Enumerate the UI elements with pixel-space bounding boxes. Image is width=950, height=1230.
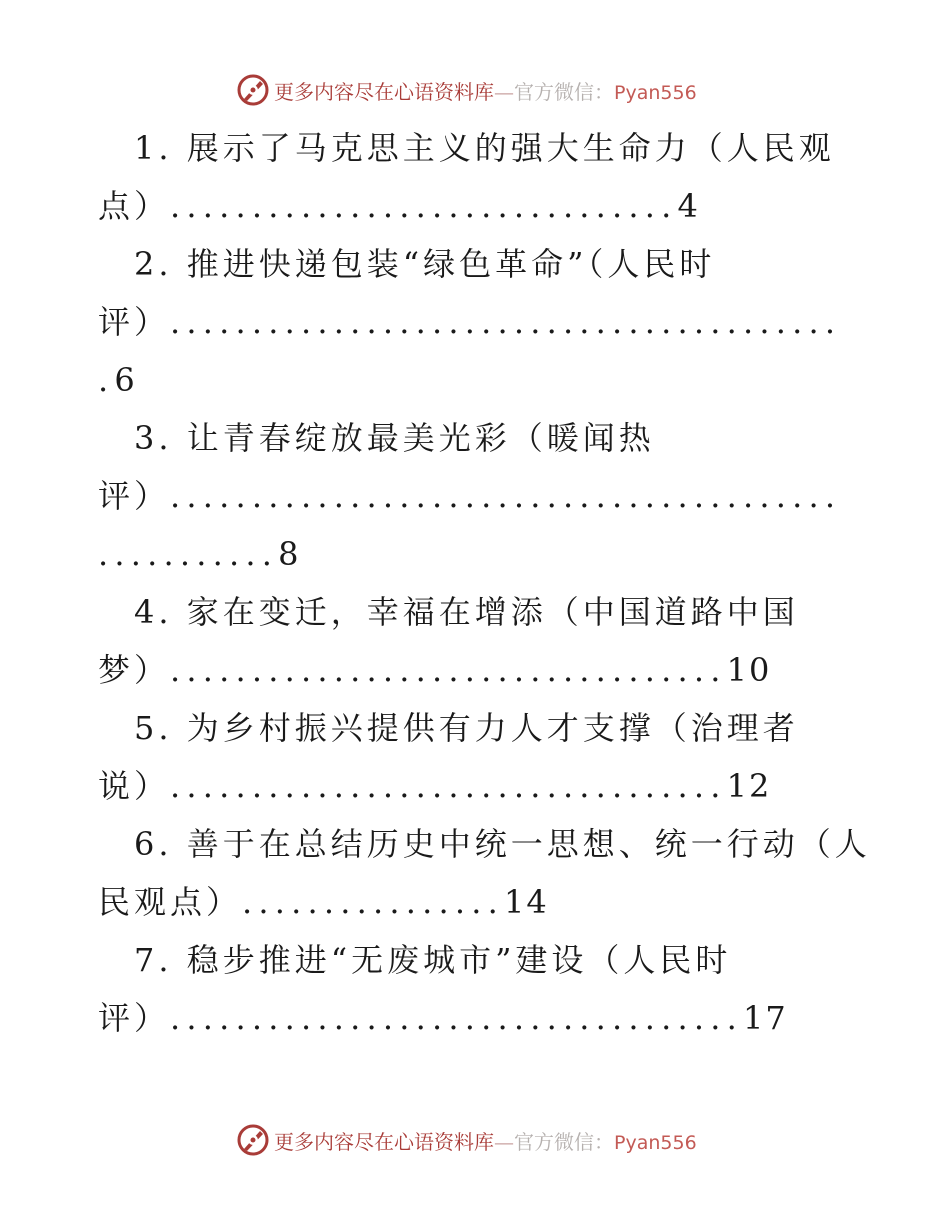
toc-entry-5-title[interactable]: 5. 为乡村振兴提供有力人才支撑（治理者	[134, 709, 799, 747]
toc-entry-2-continuation[interactable]	[98, 302, 843, 342]
leader-dots: ..................................	[170, 651, 727, 689]
toc-entry-1-title[interactable]: 1. 展示了马克思主义的强大生命力（人民观	[134, 129, 835, 167]
toc-entry-7-continuation[interactable]	[98, 998, 843, 1038]
leader-dots: ...........	[98, 535, 279, 573]
toc-entry-5-continuation[interactable]	[98, 766, 843, 806]
toc-entry-4-title[interactable]: 4. 家在变迁，幸福在增添（中国道路中国	[134, 593, 799, 631]
footer-watermark-banner	[0, 1120, 950, 1160]
leader-dots: ...............................	[170, 187, 678, 225]
toc-entry-6-page: 14	[503, 883, 549, 921]
toc-entry-2-tail: 评）	[98, 303, 171, 341]
leader-dots: ................	[242, 883, 504, 921]
toc-entry-3-tail: 评）	[98, 477, 171, 515]
banner-main-text: 更多内容尽在心语资料库	[274, 79, 494, 104]
toc-entry-4-page: 10	[726, 651, 772, 689]
toc-entry-3-title[interactable]: 3. 让青春绽放最美光彩（暖闻热	[134, 419, 655, 457]
toc-entry-1-continuation[interactable]	[98, 186, 843, 226]
banner-wechat-id: Pyan556	[614, 1131, 697, 1154]
toc-entry-1-page: 4	[677, 187, 700, 225]
toc-entry-6-title[interactable]: 6. 善于在总结历史中统一思想、统一行动（人	[134, 825, 871, 863]
quill-logo-icon	[236, 1123, 270, 1157]
banner-text	[274, 1126, 697, 1155]
banner-official-label: 官方微信：	[514, 1129, 614, 1154]
toc-entry-7-title[interactable]: 7. 稳步推进“无废城市”建设（人民时	[134, 941, 732, 979]
banner-dash: —	[494, 79, 514, 104]
toc-entry-7-tail: 评）	[98, 999, 171, 1037]
banner-dash: —	[494, 1129, 514, 1154]
toc-entry-4-continuation[interactable]	[98, 650, 843, 690]
leader-dots: .	[98, 361, 115, 399]
toc-entry-4-tail: 梦）	[98, 651, 171, 689]
toc-entry-6-tail: 民观点）	[98, 883, 243, 921]
leader-dots: .........................................	[170, 303, 842, 341]
toc-entry-5-page: 12	[726, 767, 772, 805]
toc-entry-3-page-line[interactable]	[98, 534, 843, 574]
leader-dots: .........................................	[170, 477, 842, 515]
header-watermark-banner	[0, 70, 950, 110]
toc-entry-1-tail: 点）	[98, 187, 171, 225]
toc-entry-2-title[interactable]: 2. 推进快递包装“绿色革命”（人民时	[134, 245, 716, 283]
toc-entry-2-page: 6	[114, 361, 137, 399]
banner-official-label: 官方微信：	[514, 79, 614, 104]
quill-logo-icon	[236, 73, 270, 107]
toc-entry-3-continuation[interactable]	[98, 476, 843, 516]
banner-main-text: 更多内容尽在心语资料库	[274, 1129, 494, 1154]
toc-entry-3-page: 8	[278, 535, 301, 573]
banner-text	[274, 76, 697, 105]
leader-dots: ...................................	[170, 999, 744, 1037]
toc-entry-6-continuation[interactable]	[98, 882, 843, 922]
toc-entry-5-tail: 说）	[98, 767, 171, 805]
leader-dots: ..................................	[170, 767, 727, 805]
banner-wechat-id: Pyan556	[614, 81, 697, 104]
toc-entry-2-page-line[interactable]	[98, 360, 843, 400]
toc-entry-7-page: 17	[743, 999, 788, 1037]
